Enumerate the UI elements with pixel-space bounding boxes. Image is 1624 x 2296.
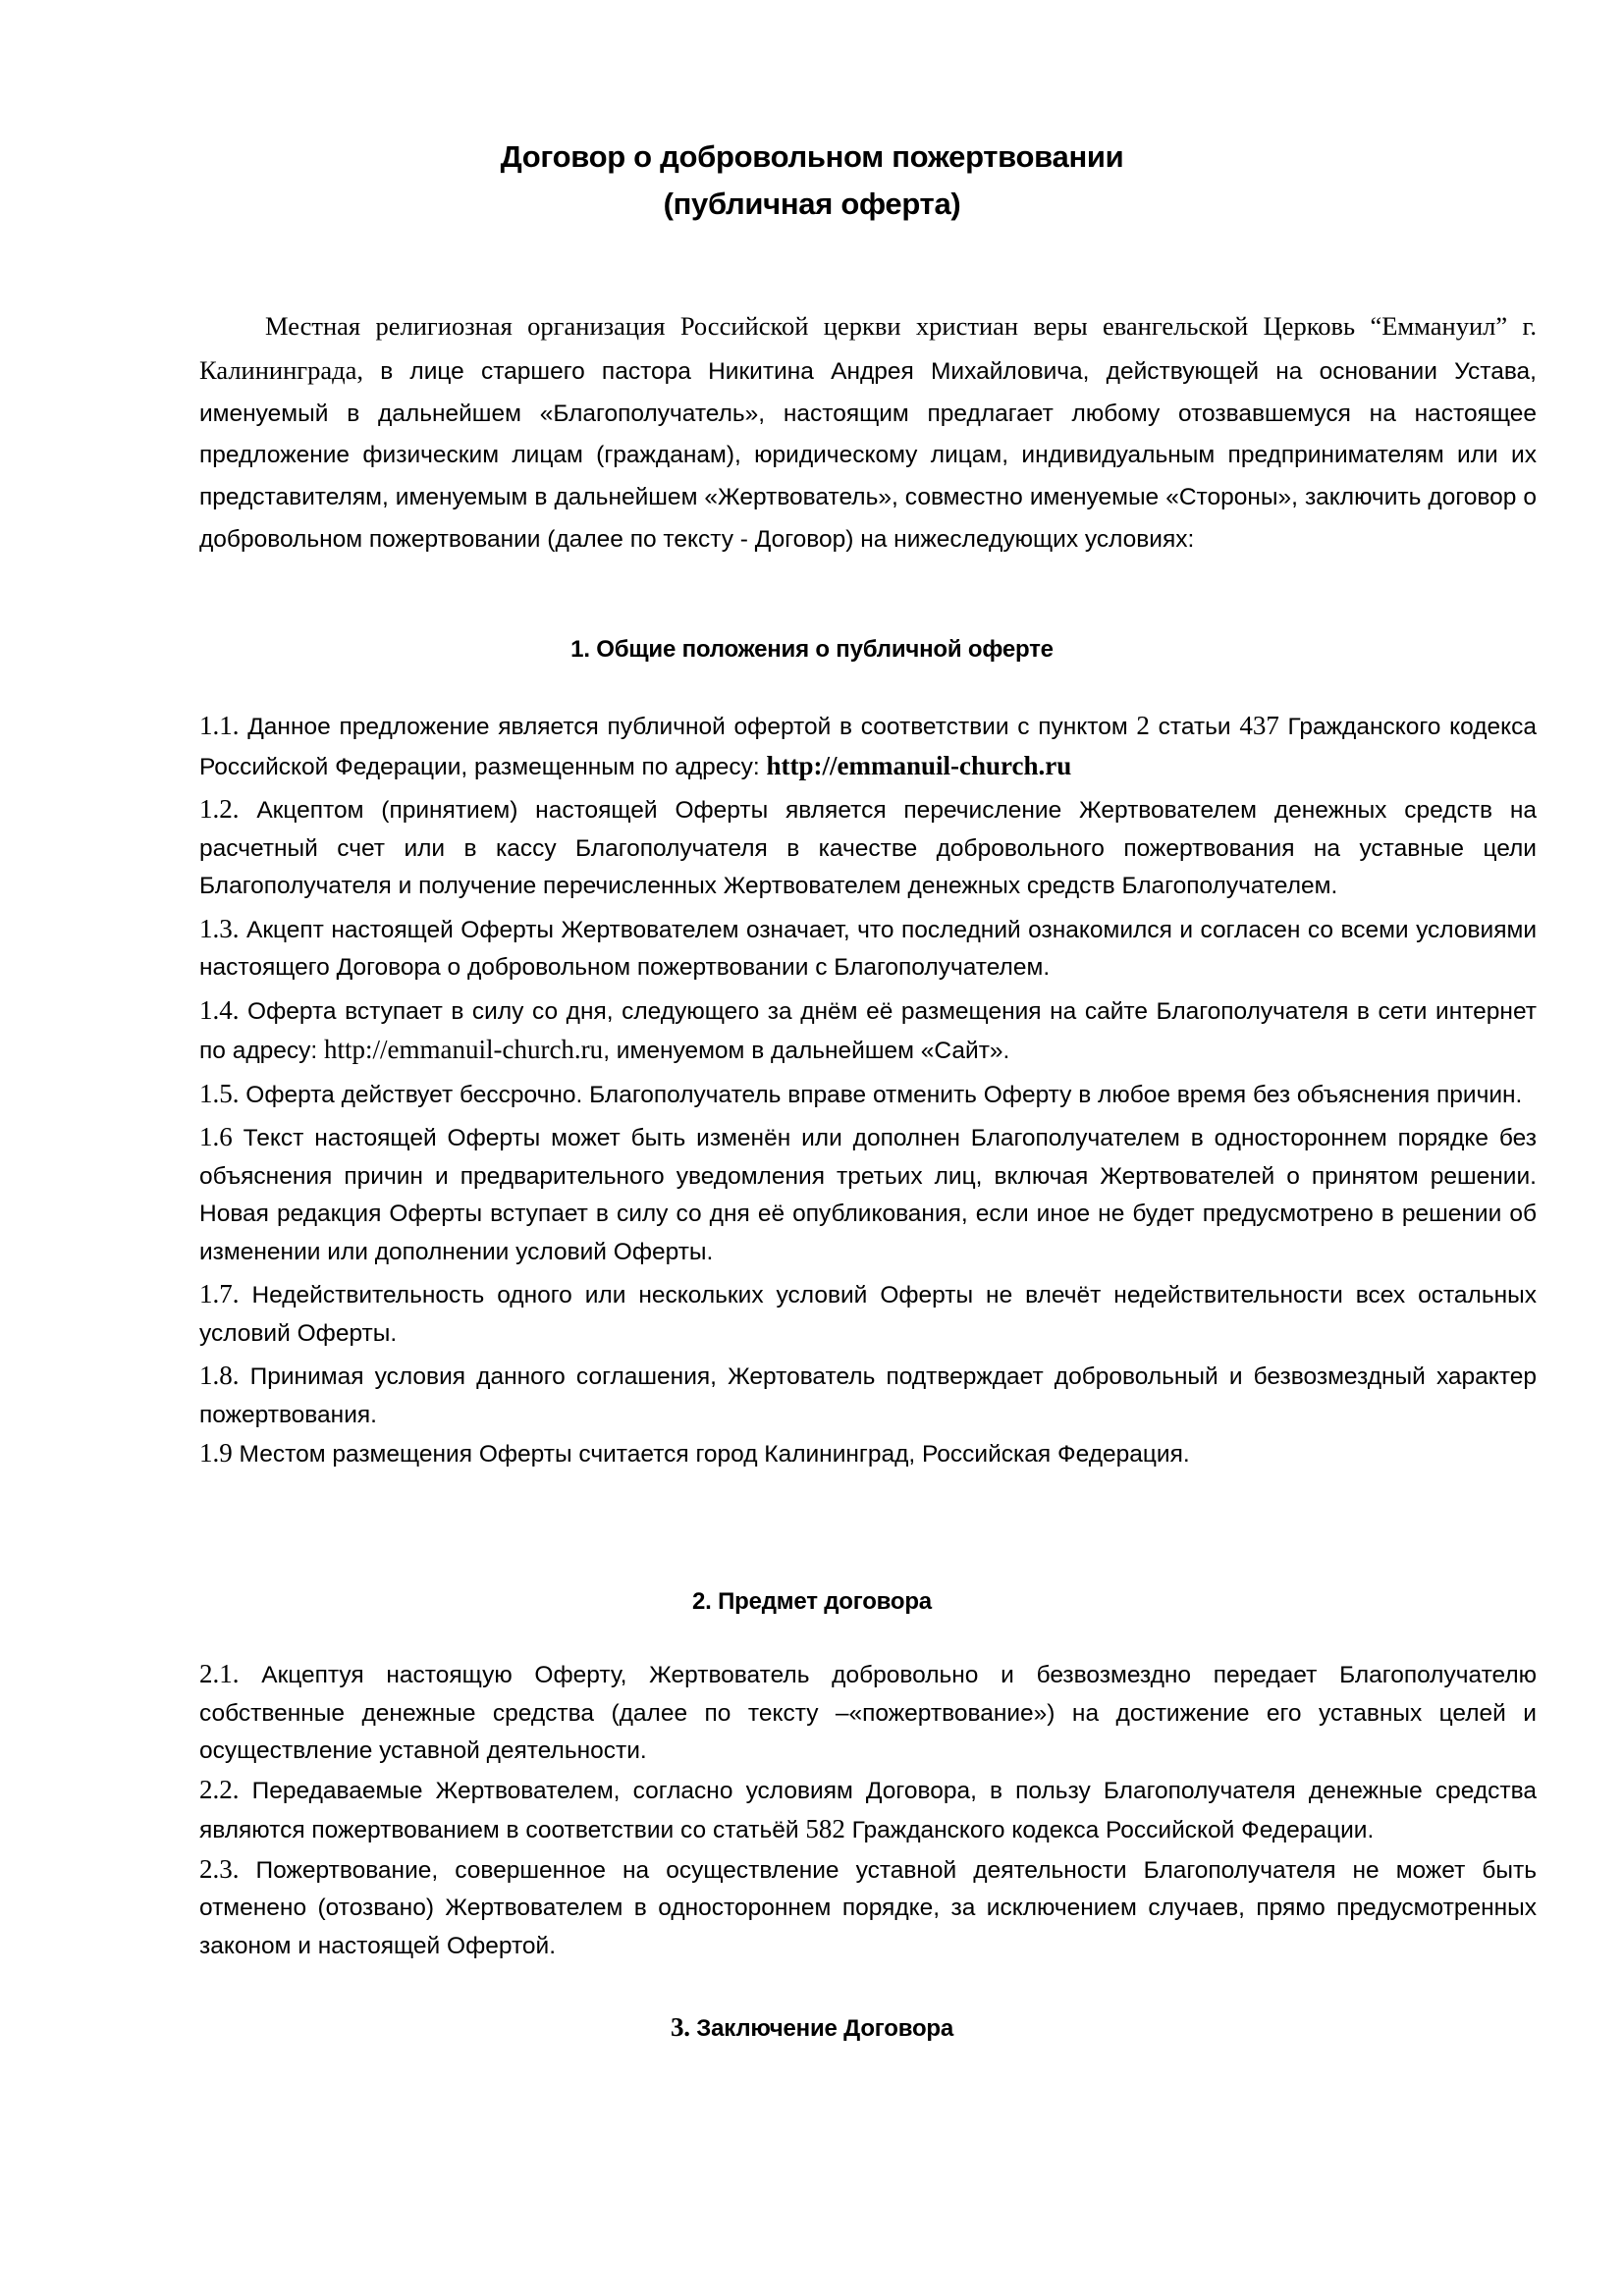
section-heading-2: 2. Предмет договора	[692, 1588, 932, 1615]
section-heading-3	[0, 2012, 1624, 2043]
document-title	[0, 133, 1624, 228]
clause-number: 1.7.	[199, 1279, 240, 1308]
clause-number-ref: 2	[1136, 711, 1150, 740]
clause-number: 2.1.	[199, 1659, 240, 1688]
clause-text: Акцепт настоящей Оферты Жертвователем означает, что последний ознакомился и согласен со всеми условиями настоящего Договора о добровольном пожертвовании с Благополучателем.	[199, 916, 1537, 981]
clause-text: Акцептом (принятием) настоящей Оферты является перечисление Жертвователем денежных средств на расчетный счет или в кассу Благополучателя в качестве добровольного пожертвования на уставные цели Благополучателя и получение перечисленных Жертвователем денежных средств Благополучателем.	[199, 797, 1537, 899]
clause-1-8	[199, 1357, 1537, 1434]
clause-number: 1.9	[199, 1438, 233, 1468]
clause-number-ref: 582	[805, 1814, 845, 1843]
clause-2-3	[199, 1850, 1537, 1966]
clause-number: 2.2.	[199, 1774, 240, 1804]
clause-number: 1.6	[199, 1122, 233, 1151]
title-line-1: Договор о добровольном пожертвовании	[500, 139, 1124, 174]
intro-serif-text: Местная религиозная организация Российской церкви христиан веры евангельской Церковь “Еммануил” г. Калининграда,	[199, 311, 1537, 385]
clause-number: 1.4.	[199, 994, 240, 1025]
clause-number: 2.3.	[199, 1853, 240, 1884]
clause-1-3	[199, 910, 1537, 988]
clause-text: Данное предложение является публичной офертой в соответствии с пунктом	[239, 714, 1137, 740]
website-link[interactable]: http://emmanuil-church.ru	[766, 750, 1072, 780]
clause-number: 1.1.	[199, 711, 240, 740]
clause-number: 1.5.	[199, 1078, 240, 1108]
clause-1-9	[199, 1434, 1537, 1474]
clause-text: Гражданского кодекса Российской Федерации, размещенным по адресу:	[199, 714, 1537, 780]
clause-1-5	[199, 1075, 1537, 1115]
clause-text: Гражданского кодекса Российской Федерации.	[844, 1817, 1375, 1843]
section-1-body	[199, 707, 1537, 1478]
heading-number: 3.	[670, 2012, 690, 2042]
clause-number: 1.8.	[199, 1361, 240, 1390]
clause-text: статьи	[1149, 714, 1240, 740]
section-2-body	[199, 1655, 1537, 1965]
clause-text: Недействительность одного или нескольких условий Оферты не влечёт недействительности всех остальных условий Оферты.	[199, 1282, 1537, 1347]
clause-1-6	[199, 1118, 1537, 1271]
clause-text: Принимая условия данного соглашения, Жертователь подтверждает добровольный и безвозмездный характер пожертвования.	[199, 1363, 1537, 1428]
clause-text: Оферта вступает в силу со дня, следующего за днём её размещения на сайте Благополучателя в сети интернет по адресу:	[199, 997, 1537, 1064]
section-heading-1: 1. Общие положения о публичной оферте	[570, 636, 1054, 663]
clause-text: Пожертвование, совершенное на осуществление уставной деятельности Благополучателя не может быть отменено (отозвано) Жертвователем в одностороннем порядке, за исключением случаев, прямо предусмотренных законом и настоящей Офертой.	[199, 1856, 1537, 1959]
clause-text: , именуемом в дальнейшем «Сайт».	[603, 1038, 1010, 1064]
clause-text: Оферта действует бессрочно. Благополучатель вправе отменить Оферту в любое время без объяснения причин.	[239, 1081, 1523, 1108]
clause-2-2	[199, 1771, 1537, 1850]
intro-sans-text: в лице старшего пастора Никитина Андрея Михайловича, действующей на основании Устава, именуемый в дальнейшем «Благополучатель», настоящим предлагает любому отозвавшемуся на настоящее предложение физическим лицам (гражданам), юридическому лицам, индивидуальным предпринимателям или их представителям, именуемым в дальнейшем «Жертвователь», совместно именуемые «Стороны», заключить договор о добровольном пожертвовании (далее по тексту - Договор) на нижеследующих условиях:	[199, 357, 1537, 553]
clause-number: 1.3.	[199, 913, 240, 943]
clause-number: 1.2.	[199, 794, 240, 824]
clause-1-4	[199, 991, 1537, 1071]
website-link[interactable]: http://emmanuil-church.ru	[324, 1035, 604, 1064]
clause-text: Акцептуя настоящую Оферту, Жертвователь добровольно и безвозмездно передает Благополучателю собственные денежные средства (далее по тексту –«пожертвование») на достижение его уставных целей и осуществление уставной деятельности.	[199, 1662, 1537, 1764]
clause-1-2	[199, 790, 1537, 906]
clause-2-1	[199, 1655, 1537, 1771]
clause-text: Местом размещения Оферты считается город Калининград, Российская Федерация.	[232, 1441, 1190, 1468]
intro-paragraph	[199, 305, 1537, 561]
title-line-2: (публичная оферта)	[663, 187, 961, 221]
clause-text: Передаваемые Жертвователем, согласно условиям Договора, в пользу Благополучателя денежные средства являются пожертвованием в соответствии со статьёй	[199, 1777, 1537, 1843]
clause-1-7	[199, 1275, 1537, 1353]
clause-number-ref: 437	[1239, 711, 1279, 740]
clause-text: Текст настоящей Оферты может быть изменён или дополнен Благополучателем в одностороннем порядке без объяснения причин и предварительного уведомления третьих лиц, включая Жертвователей о принятом решении. Новая редакция Оферты вступает в силу со дня её опубликования, если иное не будет предусмотрено в решении об изменении или дополнении условий Оферты.	[199, 1125, 1537, 1265]
heading-text: Заключение Договора	[689, 2015, 954, 2042]
clause-1-1	[199, 707, 1537, 786]
